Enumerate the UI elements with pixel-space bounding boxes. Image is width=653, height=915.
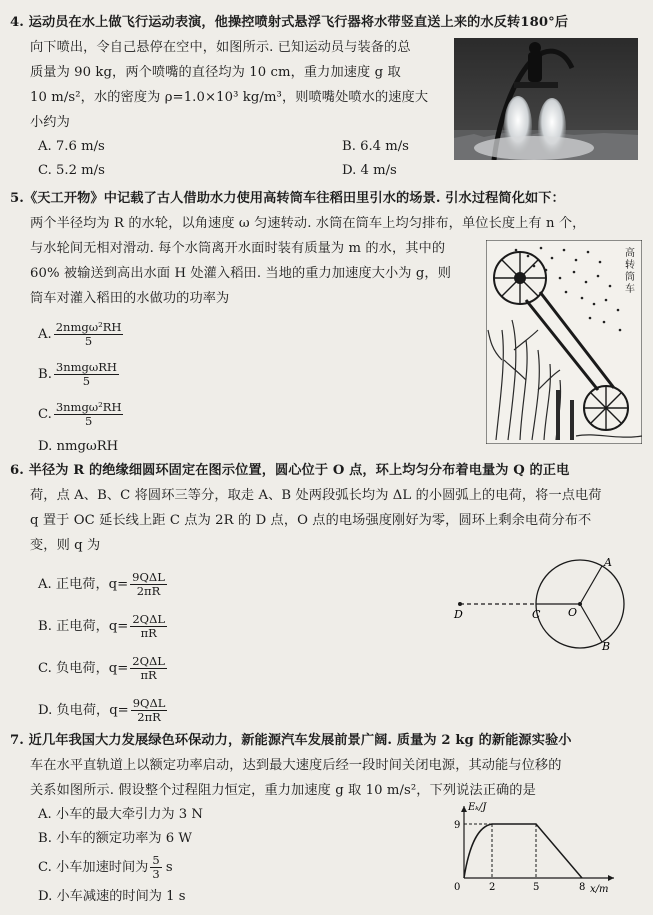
q7-line-2: 车在水平直轨道上以额定功率启动，达到最大速度后经一段时间关闭电源，其动能与位移的 xyxy=(30,758,562,773)
q4-line-1: 4. 运动员在水上做飞行运动表演，他操控喷射式悬浮飞行器将水带竖直送上来的水反转180°后 xyxy=(10,15,569,30)
q4-option-d[interactable]: D. 4 m/s xyxy=(342,163,397,178)
point-a-label: A xyxy=(604,556,612,569)
q6-option-d[interactable]: D. 负电荷，q= $\frac{\text{9QΔL}}{2\pi R}$ xyxy=(38,696,166,724)
graph-origin: 0 xyxy=(454,882,461,893)
q5-line-4: 60% 被输送到高出水面 H 处灌入稻田. 当地的重力加速度大小为 g，则 xyxy=(30,266,451,281)
graph-xtick-5: 5 xyxy=(533,882,540,893)
q5-line-3: 与水轮间无相对滑动. 每个水筒离开水面时装有质量为 m 的水，其中的 xyxy=(30,241,446,256)
q5-option-c[interactable]: C. $\frac{\text{3nmgω²RH}}{5}$ xyxy=(38,400,122,428)
q5-line-1: 5.《天工开物》中记载了古人借助水力使用高转筒车往稻田里引水的场景. 引水过程简化如下： xyxy=(10,191,565,206)
point-o-label: O xyxy=(568,606,578,619)
q5-option-b[interactable]: B. $\frac{\text{3nmgωRH}}{5}$ xyxy=(38,360,117,388)
q6-option-c[interactable]: C. 负电荷，q= $\frac{\text{2QΔL}}{\pi R}$ xyxy=(38,654,165,682)
q4-option-c[interactable]: C. 5.2 m/s xyxy=(38,163,105,178)
q7-line-3: 关系如图所示. 假设整个过程阻力恒定，重力加速度 g 取 10 m/s²，下列说法正确的是 xyxy=(30,783,536,798)
point-c-label: C xyxy=(532,608,541,621)
q6-line-1: 6. 半径为 R 的绝缘细圆环固定在图示位置，圆心位于 O 点，环上均匀分布着电量为 Q 的正电 xyxy=(10,463,570,478)
q7-option-a[interactable]: A. 小车的最大牵引力为 3 N xyxy=(38,807,203,822)
q6-line-4: 变，则 q 为 xyxy=(30,538,101,553)
q6-option-b[interactable]: B. 正电荷，q= $\frac{\text{2QΔL}}{\pi R}$ xyxy=(38,612,166,640)
kinetic-energy-graph xyxy=(444,800,624,896)
jet-flyer-photo xyxy=(454,38,638,160)
q4-option-b[interactable]: B. 6.4 m/s xyxy=(342,139,409,154)
q7-option-d[interactable]: D. 小车减速的时间为 1 s xyxy=(38,889,186,904)
q4-option-a[interactable]: A. 7.6 m/s xyxy=(38,139,105,154)
charged-ring-diagram xyxy=(452,556,638,652)
figure-label-4: 车 xyxy=(625,284,635,295)
waterwheel-illustration xyxy=(486,240,642,444)
figure-label-2: 转 xyxy=(625,260,635,271)
graph-xtick-2: 2 xyxy=(489,882,496,893)
point-d-label: D xyxy=(454,608,463,621)
graph-xtick-8: 8 xyxy=(579,882,586,893)
graph-xlabel: x/m xyxy=(590,884,609,895)
q4-line-2: 向下喷出，令自己悬停在空中，如图所示. 已知运动员与装备的总 xyxy=(30,40,411,55)
q4-line-5: 小约为 xyxy=(30,115,70,130)
q6-option-a[interactable]: A. 正电荷，q= $\frac{\text{9QΔL}}{2\pi R}$ xyxy=(38,570,165,598)
ek-curve xyxy=(464,824,582,878)
point-b-label: B xyxy=(602,640,611,652)
graph-ylabel: Eₖ/J xyxy=(468,802,487,813)
figure-label-1: 高 xyxy=(625,248,635,259)
graph-ytick: 9 xyxy=(454,820,461,831)
q7-line-1: 7. 近几年我国大力发展绿色环保动力，新能源汽车发展前景广阔. 质量为 2 kg 的新能源实验小 xyxy=(10,733,572,748)
q5-option-a[interactable]: A. $\frac{\text{2nmgω²RH}}{5}$ xyxy=(38,320,122,348)
q4-line-4: 10 m/s²，水的密度为 ρ=1.0×10³ kg/m³，则喷嘴处喷水的速度大 xyxy=(30,90,429,105)
q5-option-d[interactable]: D. nmgωRH xyxy=(38,439,119,454)
q6-line-2: 荷，点 A、B、C 将圆环三等分，取走 A、B 处两段弧长均为 ΔL 的小圆弧上的电荷，将一点电荷 xyxy=(30,488,602,503)
q7-option-b[interactable]: B. 小车的额定功率为 6 W xyxy=(38,831,192,846)
q5-line-2: 两个半径均为 R 的水轮，以角速度 ω 匀速转动. 水筒在筒车上均匀排布，单位长度上有 n 个， xyxy=(30,216,586,231)
figure-label-3: 筒 xyxy=(625,272,635,283)
q5-line-5: 筒车对灌入稻田的水做功的功率为 xyxy=(30,291,230,306)
q6-line-3: q 置于 OC 延长线上距 C 点为 2R 的 D 点，O 点的电场强度刚好为零，圆环上剩余电荷分布不 xyxy=(30,513,592,528)
q4-line-3: 质量为 90 kg，两个喷嘴的直径均为 10 cm，重力加速度 g 取 xyxy=(30,65,401,80)
q7-option-c[interactable]: C. 小车加速时间为 $\frac{5}{3}$ s xyxy=(38,853,173,881)
